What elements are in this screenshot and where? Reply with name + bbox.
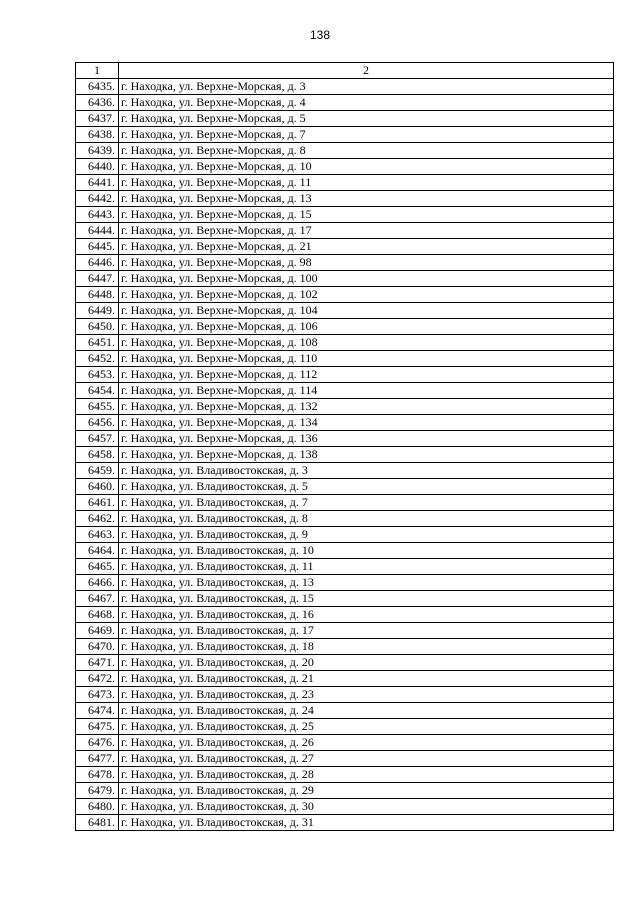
row-number-cell: 6471. xyxy=(76,655,119,671)
address-cell: г. Находка, ул. Верхне-Морская, д. 112 xyxy=(119,367,614,383)
row-number-cell: 6467. xyxy=(76,591,119,607)
address-cell: г. Находка, ул. Верхне-Морская, д. 17 xyxy=(119,223,614,239)
row-number-cell: 6460. xyxy=(76,479,119,495)
table-row xyxy=(76,607,614,623)
table-row xyxy=(76,591,614,607)
row-number-cell: 6475. xyxy=(76,719,119,735)
table-row xyxy=(76,495,614,511)
address-cell: г. Находка, ул. Верхне-Морская, д. 108 xyxy=(119,335,614,351)
table-row xyxy=(76,95,614,111)
row-number-cell: 6437. xyxy=(76,111,119,127)
row-number-cell: 6462. xyxy=(76,511,119,527)
address-cell: г. Находка, ул. Владивостокская, д. 31 xyxy=(119,815,614,831)
address-cell: г. Находка, ул. Владивостокская, д. 9 xyxy=(119,527,614,543)
row-number-cell: 6472. xyxy=(76,671,119,687)
row-number-cell: 6438. xyxy=(76,127,119,143)
row-number-cell: 6444. xyxy=(76,223,119,239)
row-number-cell: 6455. xyxy=(76,399,119,415)
row-number-cell: 6461. xyxy=(76,495,119,511)
address-cell: г. Находка, ул. Верхне-Морская, д. 98 xyxy=(119,255,614,271)
address-cell: г. Находка, ул. Верхне-Морская, д. 136 xyxy=(119,431,614,447)
row-number-cell: 6474. xyxy=(76,703,119,719)
address-cell: г. Находка, ул. Владивостокская, д. 7 xyxy=(119,495,614,511)
table-row xyxy=(76,79,614,95)
address-cell: г. Находка, ул. Владивостокская, д. 15 xyxy=(119,591,614,607)
address-cell: г. Находка, ул. Владивостокская, д. 21 xyxy=(119,671,614,687)
table-row xyxy=(76,623,614,639)
row-number-cell: 6458. xyxy=(76,447,119,463)
table-row xyxy=(76,159,614,175)
table-row xyxy=(76,127,614,143)
table-row xyxy=(76,175,614,191)
column-header-number: 1 xyxy=(76,63,119,79)
table-row xyxy=(76,287,614,303)
table-row xyxy=(76,447,614,463)
table-row xyxy=(76,399,614,415)
table-row xyxy=(76,367,614,383)
address-cell: г. Находка, ул. Верхне-Морская, д. 104 xyxy=(119,303,614,319)
address-cell: г. Находка, ул. Владивостокская, д. 25 xyxy=(119,719,614,735)
table-row xyxy=(76,559,614,575)
row-number-cell: 6480. xyxy=(76,799,119,815)
table-row xyxy=(76,527,614,543)
table-row xyxy=(76,351,614,367)
address-cell: г. Находка, ул. Владивостокская, д. 20 xyxy=(119,655,614,671)
address-cell: г. Находка, ул. Владивостокская, д. 10 xyxy=(119,543,614,559)
table-row xyxy=(76,415,614,431)
row-number-cell: 6470. xyxy=(76,639,119,655)
row-number-cell: 6456. xyxy=(76,415,119,431)
address-cell: г. Находка, ул. Верхне-Морская, д. 8 xyxy=(119,143,614,159)
address-cell: г. Находка, ул. Владивостокская, д. 27 xyxy=(119,751,614,767)
table-row xyxy=(76,511,614,527)
address-cell: г. Находка, ул. Верхне-Морская, д. 3 xyxy=(119,79,614,95)
table-row xyxy=(76,271,614,287)
row-number-cell: 6442. xyxy=(76,191,119,207)
row-number-cell: 6459. xyxy=(76,463,119,479)
address-cell: г. Находка, ул. Владивостокская, д. 23 xyxy=(119,687,614,703)
address-cell: г. Находка, ул. Верхне-Морская, д. 21 xyxy=(119,239,614,255)
row-number-cell: 6479. xyxy=(76,783,119,799)
table-row xyxy=(76,319,614,335)
row-number-cell: 6452. xyxy=(76,351,119,367)
address-cell: г. Находка, ул. Верхне-Морская, д. 15 xyxy=(119,207,614,223)
table-row xyxy=(76,703,614,719)
table-row xyxy=(76,255,614,271)
address-cell: г. Находка, ул. Верхне-Морская, д. 134 xyxy=(119,415,614,431)
address-cell: г. Находка, ул. Владивостокская, д. 17 xyxy=(119,623,614,639)
table-row xyxy=(76,143,614,159)
row-number-cell: 6450. xyxy=(76,319,119,335)
address-cell: г. Находка, ул. Верхне-Морская, д. 106 xyxy=(119,319,614,335)
address-cell: г. Находка, ул. Владивостокская, д. 8 xyxy=(119,511,614,527)
address-cell: г. Находка, ул. Владивостокская, д. 5 xyxy=(119,479,614,495)
address-cell: г. Находка, ул. Верхне-Морская, д. 13 xyxy=(119,191,614,207)
row-number-cell: 6478. xyxy=(76,767,119,783)
row-number-cell: 6443. xyxy=(76,207,119,223)
row-number-cell: 6436. xyxy=(76,95,119,111)
table-row xyxy=(76,383,614,399)
row-number-cell: 6440. xyxy=(76,159,119,175)
table-row xyxy=(76,111,614,127)
address-cell: г. Находка, ул. Владивостокская, д. 16 xyxy=(119,607,614,623)
table-row xyxy=(76,799,614,815)
row-number-cell: 6477. xyxy=(76,751,119,767)
row-number-cell: 6468. xyxy=(76,607,119,623)
row-number-cell: 6449. xyxy=(76,303,119,319)
address-cell: г. Находка, ул. Верхне-Морская, д. 100 xyxy=(119,271,614,287)
address-cell: г. Находка, ул. Владивостокская, д. 11 xyxy=(119,559,614,575)
row-number-cell: 6448. xyxy=(76,287,119,303)
page-number: 138 xyxy=(309,28,331,42)
row-number-cell: 6454. xyxy=(76,383,119,399)
table-header-row xyxy=(76,63,614,79)
table-row xyxy=(76,191,614,207)
row-number-cell: 6465. xyxy=(76,559,119,575)
row-number-cell: 6464. xyxy=(76,543,119,559)
address-cell: г. Находка, ул. Владивостокская, д. 29 xyxy=(119,783,614,799)
table-row xyxy=(76,687,614,703)
table-row xyxy=(76,639,614,655)
table-row xyxy=(76,431,614,447)
table-row xyxy=(76,815,614,831)
row-number-cell: 6466. xyxy=(76,575,119,591)
table-row xyxy=(76,479,614,495)
address-cell: г. Находка, ул. Владивостокская, д. 18 xyxy=(119,639,614,655)
row-number-cell: 6453. xyxy=(76,367,119,383)
address-table xyxy=(75,62,614,831)
address-cell: г. Находка, ул. Верхне-Морская, д. 110 xyxy=(119,351,614,367)
table-row xyxy=(76,335,614,351)
table-row xyxy=(76,719,614,735)
address-cell: г. Находка, ул. Владивостокская, д. 30 xyxy=(119,799,614,815)
table-row xyxy=(76,239,614,255)
address-cell: г. Находка, ул. Владивостокская, д. 28 xyxy=(119,767,614,783)
table-row xyxy=(76,575,614,591)
row-number-cell: 6439. xyxy=(76,143,119,159)
address-cell: г. Находка, ул. Владивостокская, д. 24 xyxy=(119,703,614,719)
address-cell: г. Находка, ул. Владивостокская, д. 26 xyxy=(119,735,614,751)
table-row xyxy=(76,735,614,751)
table-row xyxy=(76,751,614,767)
row-number-cell: 6441. xyxy=(76,175,119,191)
address-cell: г. Находка, ул. Верхне-Морская, д. 5 xyxy=(119,111,614,127)
row-number-cell: 6447. xyxy=(76,271,119,287)
row-number-cell: 6481. xyxy=(76,815,119,831)
table-row xyxy=(76,303,614,319)
address-cell: г. Находка, ул. Верхне-Морская, д. 7 xyxy=(119,127,614,143)
address-cell: г. Находка, ул. Верхне-Морская, д. 11 xyxy=(119,175,614,191)
table-row xyxy=(76,655,614,671)
table-row xyxy=(76,767,614,783)
table-row xyxy=(76,783,614,799)
address-cell: г. Находка, ул. Владивостокская, д. 3 xyxy=(119,463,614,479)
table-body xyxy=(76,63,614,831)
table-row xyxy=(76,223,614,239)
table-row xyxy=(76,543,614,559)
row-number-cell: 6463. xyxy=(76,527,119,543)
table-row xyxy=(76,463,614,479)
table-row xyxy=(76,671,614,687)
address-cell: г. Находка, ул. Верхне-Морская, д. 138 xyxy=(119,447,614,463)
row-number-cell: 6445. xyxy=(76,239,119,255)
row-number-cell: 6476. xyxy=(76,735,119,751)
row-number-cell: 6446. xyxy=(76,255,119,271)
address-cell: г. Находка, ул. Верхне-Морская, д. 102 xyxy=(119,287,614,303)
row-number-cell: 6473. xyxy=(76,687,119,703)
address-cell: г. Находка, ул. Верхне-Морская, д. 114 xyxy=(119,383,614,399)
row-number-cell: 6451. xyxy=(76,335,119,351)
address-cell: г. Находка, ул. Верхне-Морская, д. 132 xyxy=(119,399,614,415)
row-number-cell: 6469. xyxy=(76,623,119,639)
row-number-cell: 6435. xyxy=(76,79,119,95)
address-cell: г. Находка, ул. Верхне-Морская, д. 10 xyxy=(119,159,614,175)
row-number-cell: 6457. xyxy=(76,431,119,447)
column-header-address: 2 xyxy=(119,63,614,79)
address-cell: г. Находка, ул. Верхне-Морская, д. 4 xyxy=(119,95,614,111)
address-cell: г. Находка, ул. Владивостокская, д. 13 xyxy=(119,575,614,591)
table-row xyxy=(76,207,614,223)
